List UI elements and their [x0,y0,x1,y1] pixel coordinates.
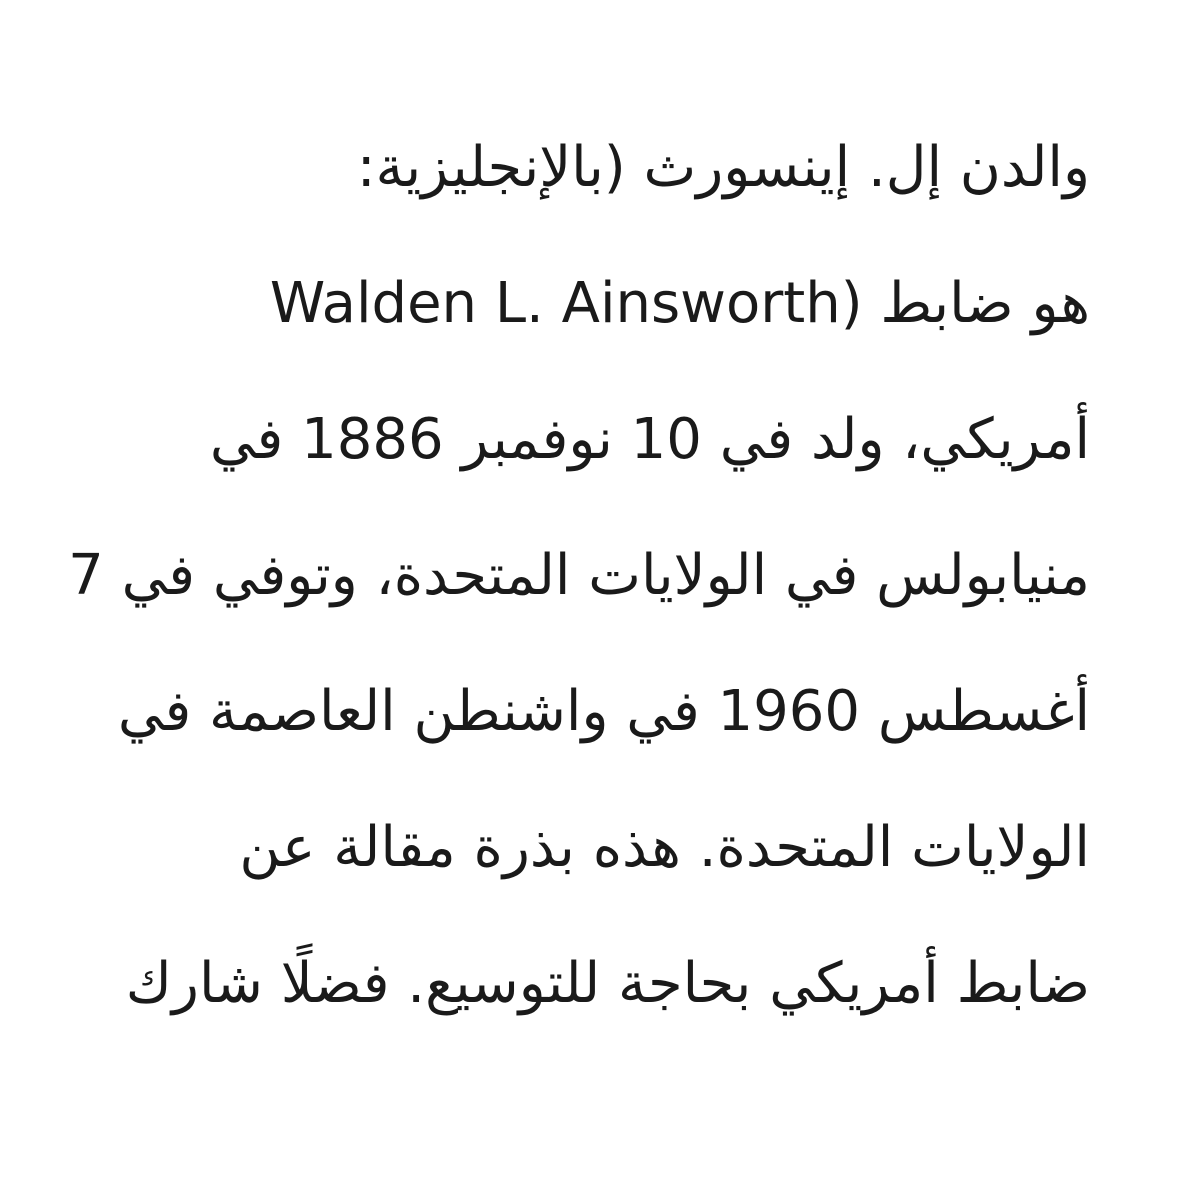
paragraph-line-2-text: Walden L. Ainsworth) هو ضابط [269,271,1090,336]
paragraph-line-7: ضابط أمريكي بحاجة للتوسيع. فضلًا شارك [125,951,1090,1016]
paragraph-line-3: أمريكي، ولد في 10 نوفمبر 1886 في [209,407,1090,472]
article-paragraph [68,100,1090,1052]
paragraph-line-1: والدن إل. إينسورث (بالإنجليزية: [356,135,1090,200]
paragraph-line-5: أغسطس 1960 في واشنطن العاصمة في [117,679,1090,744]
paragraph-line-6: الولايات المتحدة. هذه بذرة مقالة عن [239,815,1090,880]
paragraph-line-2 [90,236,1090,372]
paragraph-line-4: منيابولس في الولايات المتحدة، وتوفي في 7 [68,543,1090,608]
